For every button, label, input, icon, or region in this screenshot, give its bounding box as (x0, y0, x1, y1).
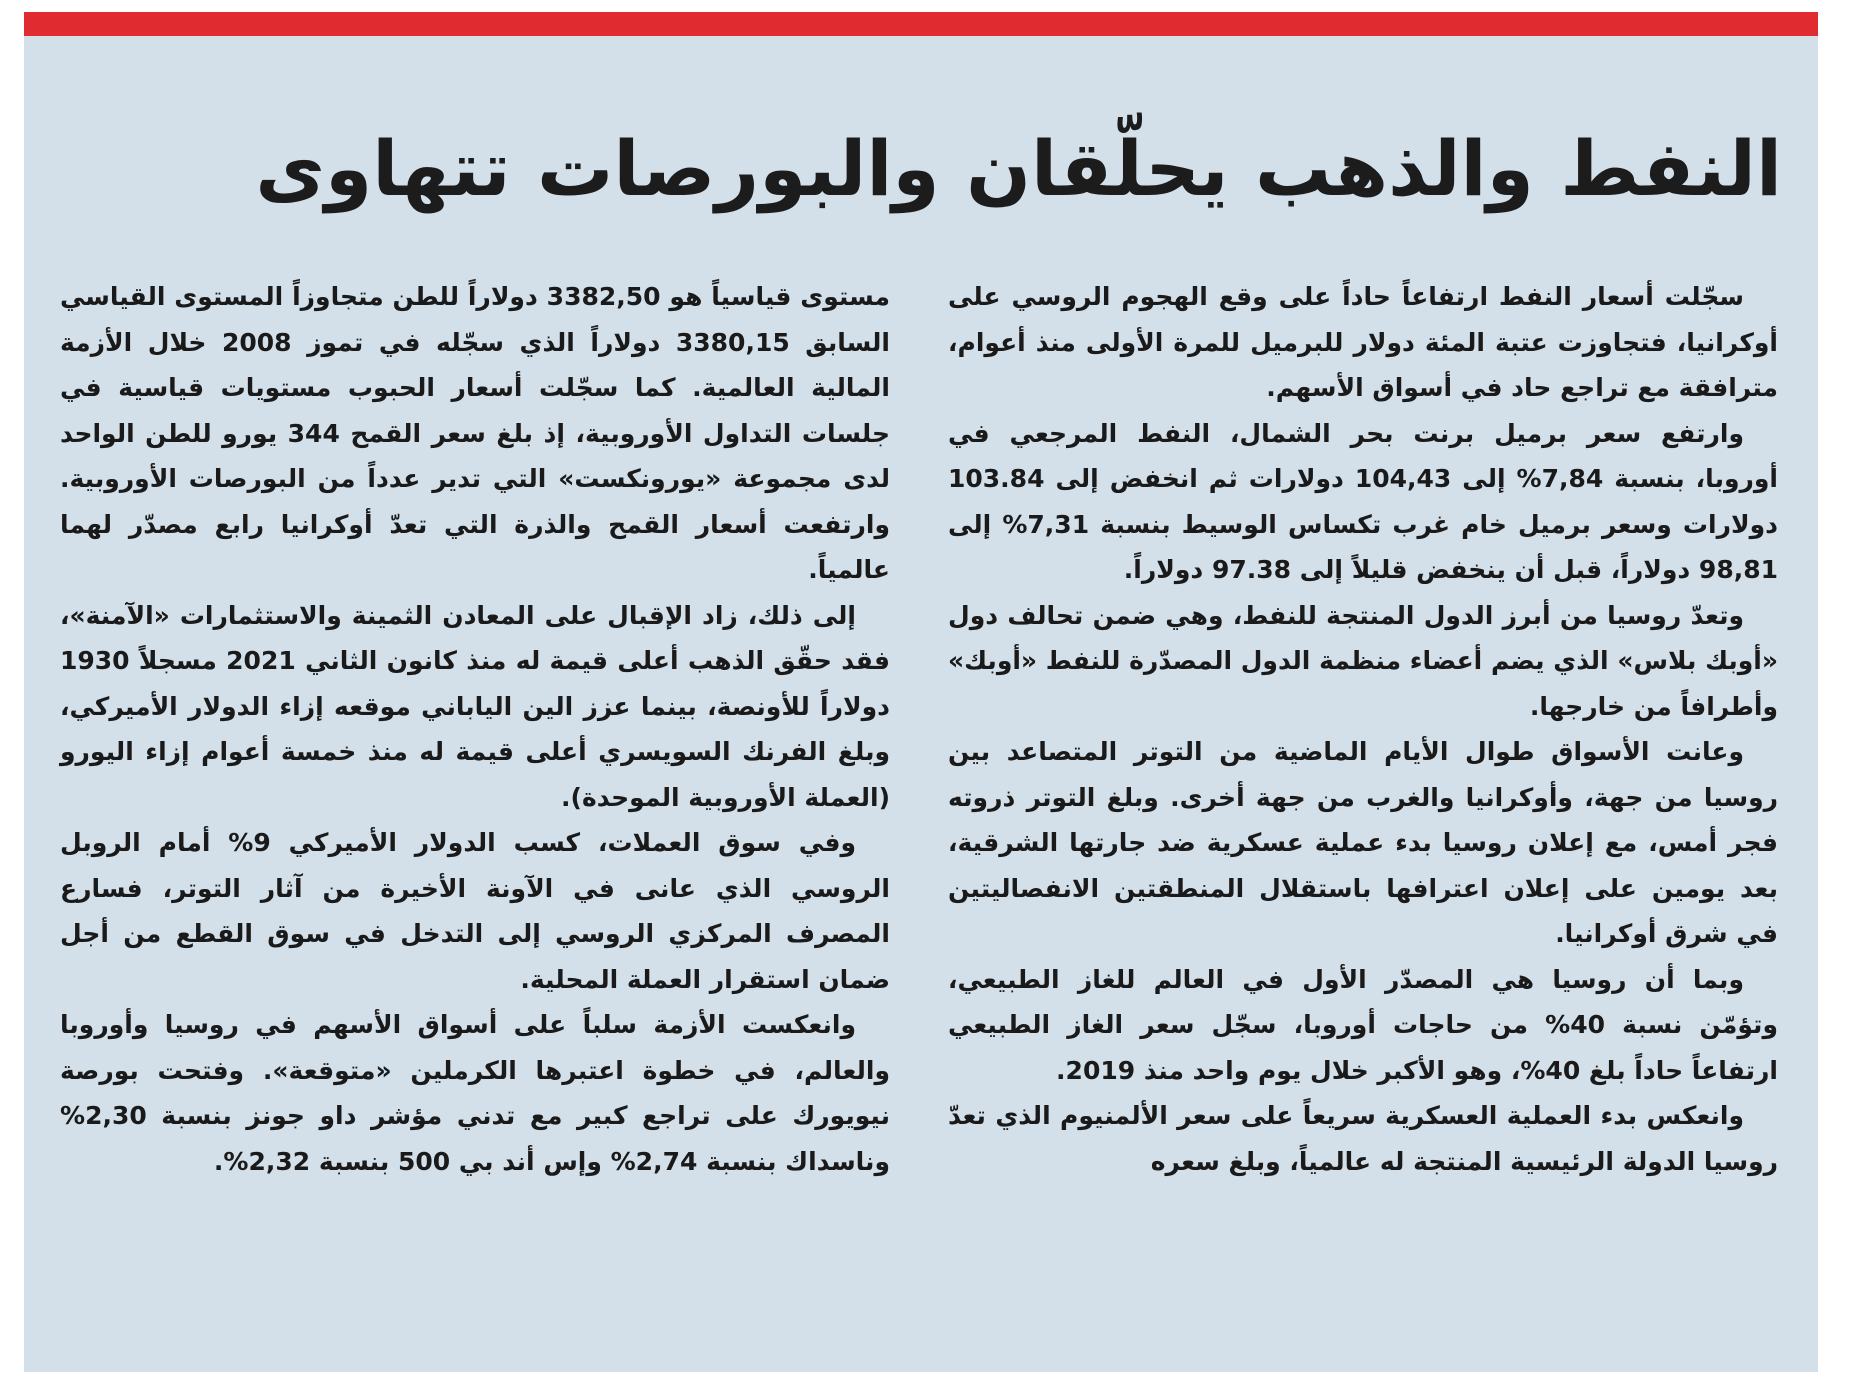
paragraph: وتعدّ روسيا من أبرز الدول المنتجة للنفط، وهي ضمن تحالف دول «أوبك بلاس» الذي يضم أعضاء منظمة الدول المصدّرة للنفط «أوبك» وأطرافاً من خارجها. (948, 600, 1778, 721)
paragraph: مستوى قياسياً هو 3382,50 دولاراً للطن متجاوزاً المستوى القياسي السابق 3380,15 دولاراً الذي سجّله في تموز 2008 خلال الأزمة المالية العالمية. كما سجّلت أسعار الحبوب مستويات قياسية في جلسات التداول الأوروبية، إذ بلغ سعر القمح 344 يورو للطن الواحد لدى مجموعة «يورونكست» التي تدير عدداً من البورصات الأوروبية. وارتفعت أسعار القمح والذرة التي تعدّ أوكرانيا رابع مصدّر لهما عالمياً. (60, 282, 890, 584)
paragraph: وبما أن روسيا هي المصدّر الأول في العالم للغاز الطبيعي، وتؤمّن نسبة 40% من حاجات أوروبا، سجّل سعر الغاز الطبيعي ارتفاعاً حاداً بلغ 40%، وهو الأكبر خلال يوم واحد منذ 2019. (948, 964, 1778, 1085)
paragraph: وارتفع سعر برميل برنت بحر الشمال، النفط المرجعي في أوروبا، بنسبة 7,84% إلى 104,43 دولارات ثم انخفض إلى 103.84 دولارات وسعر برميل خام غرب تكساس الوسيط بنسبة 7,31% إلى 98,81 دولاراً، قبل أن ينخفض قليلاً إلى 97.38 دولاراً. (948, 418, 1778, 584)
left-column (60, 274, 890, 1184)
article-headline: النفط والذهب يحلّقان والبورصات تتهاوى (255, 124, 1782, 213)
article-page (24, 12, 1818, 1372)
paragraph: وعانت الأسواق طوال الأيام الماضية من التوتر المتصاعد بين روسيا من جهة، وأوكرانيا والغرب من جهة أخرى. وبلغ التوتر ذروته فجر أمس، مع إعلان روسيا بدء عملية عسكرية ضد جارتها الشرقية، بعد يومين على إعلان اعترافها باستقلال المنطقتين الانفصاليتين في شرق أوكرانيا. (948, 737, 1778, 948)
right-column (948, 274, 1778, 1184)
accent-bar (24, 12, 1818, 36)
paragraph: وانعكس بدء العملية العسكرية سريعاً على سعر الألمنيوم الذي تعدّ روسيا الدولة الرئيسية المنتجة له عالمياً، وبلغ سعره (948, 1101, 1778, 1176)
paragraph: وانعكست الأزمة سلباً على أسواق الأسهم في روسيا وأوروبا والعالم، في خطوة اعتبرها الكرملين «متوقعة». وفتحت بورصة نيويورك على تراجع كبير مع تدني مؤشر داو جونز بنسبة 2,30% وناسداك بنسبة 2,74% وإس أند بي 500 بنسبة 2,32%. (60, 1010, 890, 1176)
paragraph: وفي سوق العملات، كسب الدولار الأميركي 9% أمام الروبل الروسي الذي عانى في الآونة الأخيرة من آثار التوتر، فسارع المصرف المركزي الروسي إلى التدخل في سوق القطع من أجل ضمان استقرار العملة المحلية. (60, 828, 890, 994)
paragraph: سجّلت أسعار النفط ارتفاعاً حاداً على وقع الهجوم الروسي على أوكرانيا، فتجاوزت عتبة المئة دولار للبرميل للمرة الأولى منذ أعوام، مترافقة مع تراجع حاد في أسواق الأسهم. (948, 282, 1778, 402)
paragraph: إلى ذلك، زاد الإقبال على المعادن الثمينة والاستثمارات «الآمنة»، فقد حقّق الذهب أعلى قيمة له منذ كانون الثاني 2021 مسجلاً 1930 دولاراً للأونصة، بينما عزز الين الياباني موقعه إزاء الدولار الأميركي، وبلغ الفرنك السويسري أعلى قيمة له منذ خمسة أعوام إزاء اليورو (العملة الأوروبية الموحدة). (60, 600, 891, 812)
